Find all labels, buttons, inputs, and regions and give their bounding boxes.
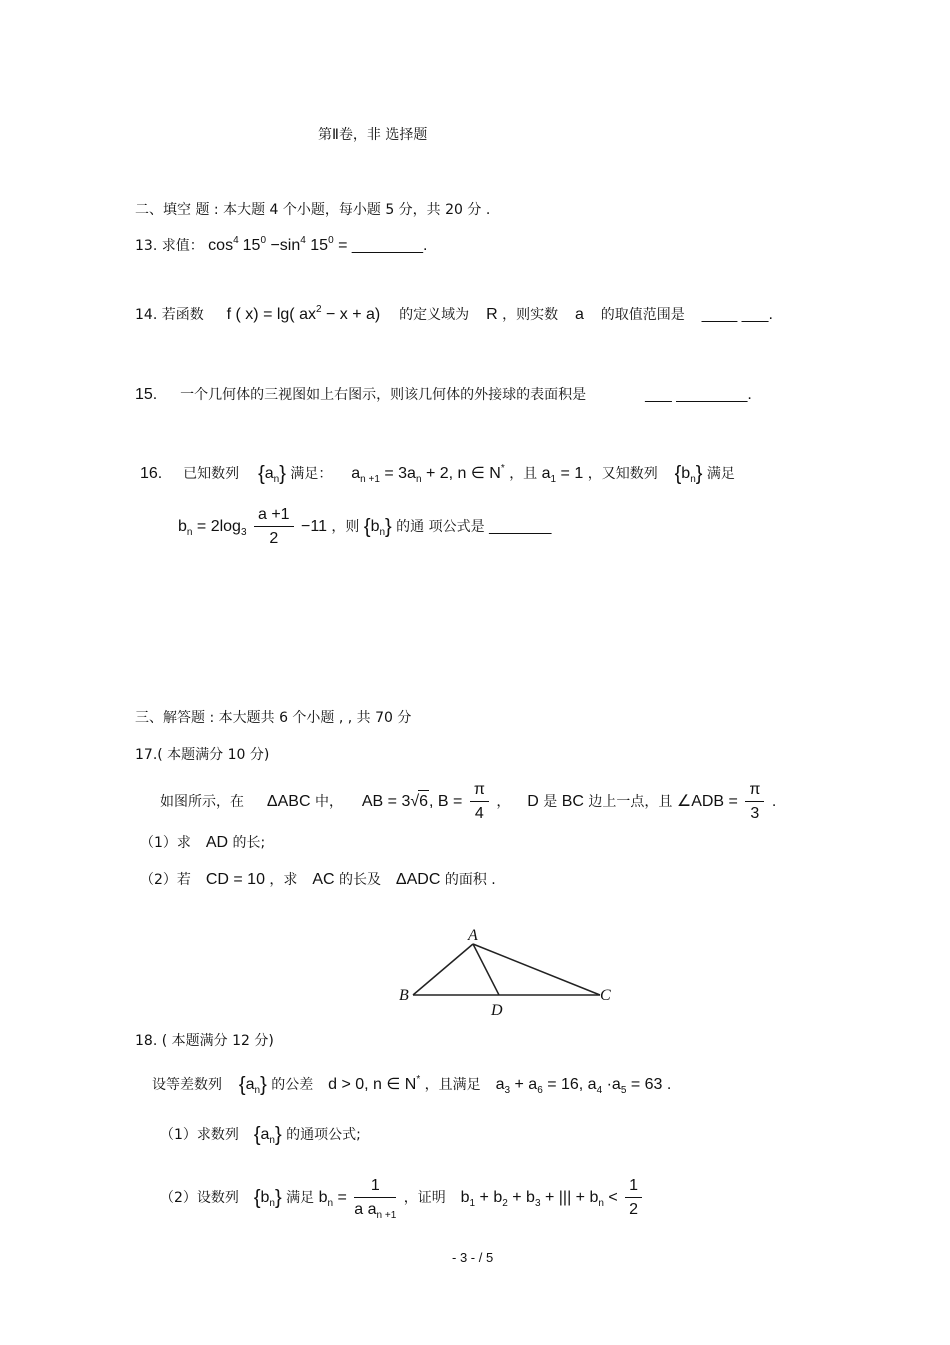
label-b: B [399, 987, 409, 1004]
side-ac [473, 944, 600, 995]
section-title: 第Ⅱ卷，非 选择题 [318, 127, 428, 143]
q16-fraction: $\frac{a +1}{2}$ [254, 505, 294, 549]
label-d: D [491, 1002, 503, 1019]
q16-sequence-b: $\{b_n\}$ [674, 463, 703, 485]
q18-condition: $a_3 + a_6 = 16$, $a_4 \cdot a_5 = 63$ . [495, 1076, 672, 1096]
q16-bn-formula: $b_n = 2\log_3$ [178, 518, 247, 538]
page-number: - 3 - / 5 [452, 1250, 494, 1265]
q16-number: 16. [140, 465, 163, 482]
part-three-header: 三、解答题 : 本大题共 6 个小题 , , 共 70 分 [135, 710, 412, 726]
q18-part-2: （2）设数列 $\{b_n\}$ 满足 $b_n$ = $\frac{1}{a a_{n +1}}$ ，证明 $b_1 + b_2 + b_3$ + ||| + $b_n$ < $\frac{1}{2}$ [160, 1176, 645, 1220]
q16-answer-blank: _______ [489, 518, 552, 535]
q17-ab-value: AB = 3√6, B = [362, 793, 467, 810]
q17-statement: 如图所示，在 ΔABC 中， AB = 3√6, B = $\frac{\pi}{4}$ ， D 是 BC 边上一点，且 ∠ADB = $\frac{\pi}{3}$ . [160, 781, 777, 822]
question-14: 14. 若函数 f ( x) = lg( $ax^2 - x + a$) 的定义域为 R ，则实数 a 的取值范围是 ____ ___. [135, 304, 773, 323]
q16-recurrence: $a_{n +1} = 3a_n + 2$, n ∈ N* [351, 463, 505, 485]
question-16: 16. 已知数列 $\{a_n\}$ 满足： $a_{n +1} = 3a_n + 2$, n ∈ N* ，且 $a_1 = 1$ ，又知数列 $\{b_n\}$ 满足 [140, 463, 735, 485]
q17-angle-adb: $\frac{\pi}{3}$ [745, 780, 764, 824]
q17-part-2: （2）若 CD = 10 ，求 AC 的长及 ΔADC 的面积 . [140, 871, 496, 888]
q18-inequality: $b_1 + b_2 + b_3$ + ||| + $b_n$ < [460, 1189, 623, 1209]
q17-title: 17.( 本题满分 10 分) [135, 747, 270, 763]
q15-text: 一个几何体的三视图如上右图示，则该几何体的外接球的表面积是 [180, 387, 587, 403]
q14-function: f ( x) = lg( $ax^2 - x + a$) [226, 304, 381, 323]
q18-bn-fraction: $\frac{1}{a a_{n +1}}$ [354, 1177, 397, 1221]
label-c: C [600, 987, 611, 1004]
question-15 [135, 385, 752, 405]
question-16-line-2: $b_n = 2\log_3$ $\frac{a +1}{2}$ −11 ，则 $\{b_n\}$ 的通 项公式是 _______ [178, 506, 552, 547]
q13-expression: $\cos^4 15^0 -\sin^4$ $15^0$ = ________. [208, 235, 428, 254]
q18-statement: 设等差数列 $\{a_n\}$ 的公差 d > 0, n ∈ N* ，且满足 $a_3 + a_6 = 16$, $a_4 \cdot a_5 = 63$ . [152, 1074, 672, 1096]
q14-answer-blank: ____ ___. [701, 306, 773, 323]
label-a: A [468, 927, 478, 944]
segment-ad [473, 944, 499, 995]
part-two-header: 二、填空 题 : 本大题 4 个小题，每小题 5 分，共 20 分 . [135, 202, 491, 218]
q13-number: 13. 求值： [135, 238, 204, 254]
q18-half: $\frac{1}{2}$ [625, 1176, 642, 1220]
q18-part-1: （1）求数列 $\{a_n\}$ 的通项公式; [160, 1124, 361, 1146]
q17-angle-b: $\frac{\pi}{4}$ [470, 780, 489, 824]
q17-part-1: （1）求 AD 的长; [140, 834, 266, 851]
q15-number: 15. [135, 386, 158, 403]
q16-initial: $a_1 = 1$ [541, 465, 584, 485]
q18-title: 18. ( 本题满分 12 分) [135, 1033, 274, 1049]
q14-number: 14. 若函数 [135, 307, 204, 323]
q18-condition-d: d > 0, n ∈ N* [328, 1074, 421, 1093]
q15-answer-blank: ___ ________. [645, 386, 752, 403]
triangle-figure [395, 920, 625, 1020]
q16-sequence-a: $\{a_n\}$ [258, 463, 286, 485]
side-ab [413, 944, 473, 995]
question-13 [135, 236, 428, 256]
